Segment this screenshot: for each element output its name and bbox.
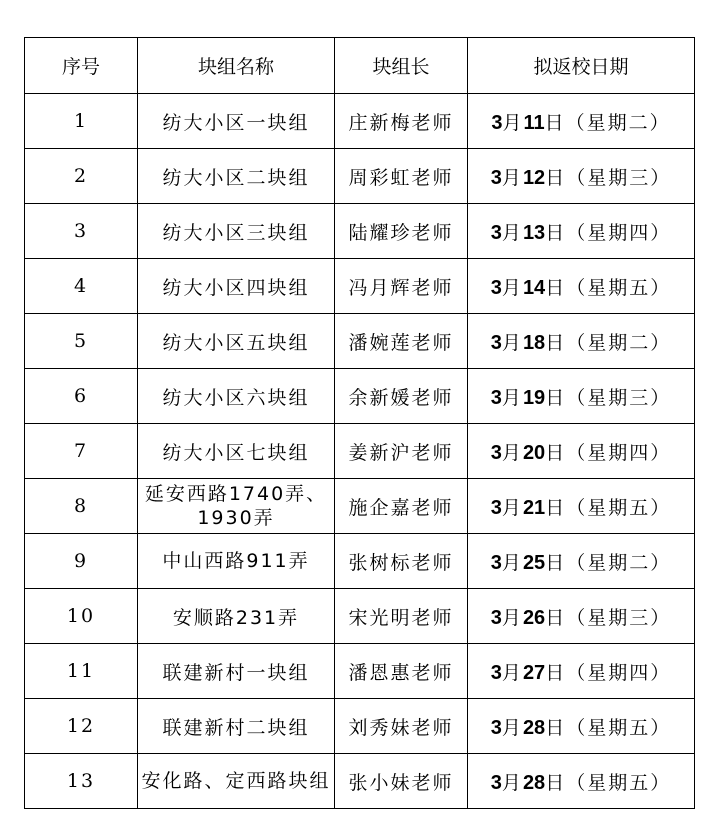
- return-date: [468, 534, 695, 589]
- group-leader: 潘恩惠老师: [335, 644, 468, 699]
- date-month: 3: [490, 771, 502, 794]
- date-weekday: 日（星期四）: [545, 221, 672, 244]
- date-month-unit: 月: [501, 331, 523, 354]
- group-name: 纺大小区二块组: [138, 149, 335, 204]
- return-schedule-table: [24, 37, 695, 809]
- table-row: [25, 149, 695, 204]
- row-number: 12: [25, 699, 138, 754]
- date-month: 3: [490, 441, 502, 464]
- date-weekday: 日（星期三）: [545, 606, 672, 629]
- header-group-leader: 块组长: [335, 38, 468, 94]
- group-leader: 庄新梅老师: [335, 94, 468, 149]
- date-weekday: 日（星期二）: [545, 331, 672, 354]
- date-weekday: 日（星期五）: [545, 496, 672, 519]
- date-month: 3: [490, 606, 502, 629]
- table-row: [25, 589, 695, 644]
- date-weekday: 日（星期三）: [545, 166, 672, 189]
- group-name: 纺大小区六块组: [138, 369, 335, 424]
- row-number: 13: [25, 754, 138, 809]
- date-weekday: 日（星期四）: [545, 661, 672, 684]
- table-row: [25, 479, 695, 534]
- table-row: [25, 369, 695, 424]
- group-leader: 姜新沪老师: [335, 424, 468, 479]
- date-day: 21: [522, 496, 546, 519]
- date-day: 20: [522, 441, 546, 464]
- group-leader: 施企嘉老师: [335, 479, 468, 534]
- group-name: 纺大小区五块组: [138, 314, 335, 369]
- date-month-unit: 月: [501, 661, 523, 684]
- group-name: 中山西路911弄: [138, 534, 335, 589]
- row-number: 11: [25, 644, 138, 699]
- date-weekday: 日（星期三）: [545, 386, 672, 409]
- group-name: 安顺路231弄: [138, 589, 335, 644]
- row-number: 7: [25, 424, 138, 479]
- date-month: 3: [490, 496, 502, 519]
- table-header-row: [25, 38, 695, 94]
- row-number: 9: [25, 534, 138, 589]
- group-leader: 刘秀妹老师: [335, 699, 468, 754]
- date-day: 13: [522, 221, 546, 244]
- table-row: [25, 699, 695, 754]
- date-month-unit: 月: [501, 716, 523, 739]
- date-day: 19: [522, 386, 546, 409]
- date-month: 3: [490, 661, 502, 684]
- date-day: 12: [522, 166, 546, 189]
- group-name: 联建新村一块组: [138, 644, 335, 699]
- row-number: 5: [25, 314, 138, 369]
- table-row: [25, 424, 695, 479]
- date-day: 28: [522, 716, 546, 739]
- date-month-unit: 月: [501, 276, 523, 299]
- date-weekday: 日（星期二）: [545, 551, 672, 574]
- date-day: 11: [523, 111, 545, 134]
- row-number: 4: [25, 259, 138, 314]
- date-month: 3: [490, 166, 502, 189]
- group-name: 纺大小区一块组: [138, 94, 335, 149]
- date-day: 14: [522, 276, 546, 299]
- date-month-unit: 月: [501, 441, 523, 464]
- return-date: [468, 644, 695, 699]
- date-weekday: 日（星期五）: [545, 276, 672, 299]
- return-date: [468, 204, 695, 259]
- table-row: [25, 534, 695, 589]
- return-date: [468, 424, 695, 479]
- header-group-name: 块组名称: [138, 38, 335, 94]
- group-leader: 张树标老师: [335, 534, 468, 589]
- group-leader: 余新媛老师: [335, 369, 468, 424]
- group-name: 联建新村二块组: [138, 699, 335, 754]
- row-number: 8: [25, 479, 138, 534]
- date-day: 28: [522, 771, 546, 794]
- date-weekday: 日（星期五）: [545, 716, 672, 739]
- date-month-unit: 月: [501, 496, 523, 519]
- return-date: [468, 369, 695, 424]
- date-day: 26: [522, 606, 546, 629]
- date-weekday: 日（星期五）: [545, 771, 672, 794]
- group-name: 纺大小区七块组: [138, 424, 335, 479]
- return-date: [468, 479, 695, 534]
- return-date: [468, 589, 695, 644]
- date-day: 18: [522, 331, 546, 354]
- header-return-date: 拟返校日期: [468, 38, 695, 94]
- group-name: 纺大小区四块组: [138, 259, 335, 314]
- row-number: 3: [25, 204, 138, 259]
- group-leader: 宋光明老师: [335, 589, 468, 644]
- group-leader: 张小妹老师: [335, 754, 468, 809]
- date-day: 25: [522, 551, 546, 574]
- group-name: 延安西路1740弄、1930弄: [138, 479, 335, 534]
- date-month-unit: 月: [501, 551, 523, 574]
- date-month-unit: 月: [501, 386, 523, 409]
- table-row: [25, 94, 695, 149]
- date-month-unit: 月: [501, 606, 523, 629]
- table-row: [25, 314, 695, 369]
- row-number: 1: [25, 94, 138, 149]
- group-name: 纺大小区三块组: [138, 204, 335, 259]
- date-month-unit: 月: [501, 771, 523, 794]
- return-date: [468, 699, 695, 754]
- date-month: 3: [490, 221, 502, 244]
- table-row: [25, 204, 695, 259]
- row-number: 2: [25, 149, 138, 204]
- date-month-unit: 月: [501, 166, 523, 189]
- group-leader: 冯月辉老师: [335, 259, 468, 314]
- return-date: [468, 314, 695, 369]
- group-leader: 陆耀珍老师: [335, 204, 468, 259]
- table-row: [25, 754, 695, 809]
- group-name: 安化路、定西路块组: [138, 754, 335, 809]
- return-date: [468, 754, 695, 809]
- group-leader: 潘婉莲老师: [335, 314, 468, 369]
- row-number: 6: [25, 369, 138, 424]
- row-number: 10: [25, 589, 138, 644]
- date-weekday: 日（星期二）: [544, 111, 671, 134]
- date-month-unit: 月: [502, 111, 524, 134]
- date-day: 27: [522, 661, 546, 684]
- date-month: 3: [490, 276, 502, 299]
- date-weekday: 日（星期四）: [545, 441, 672, 464]
- return-date: [468, 94, 695, 149]
- return-date: [468, 259, 695, 314]
- date-month: 3: [490, 551, 502, 574]
- group-leader: 周彩虹老师: [335, 149, 468, 204]
- date-month: 3: [490, 716, 502, 739]
- table-row: [25, 259, 695, 314]
- date-month: 3: [490, 386, 502, 409]
- return-date: [468, 149, 695, 204]
- date-month: 3: [491, 111, 503, 134]
- header-number: 序号: [25, 38, 138, 94]
- table-row: [25, 644, 695, 699]
- date-month-unit: 月: [501, 221, 523, 244]
- date-month: 3: [490, 331, 502, 354]
